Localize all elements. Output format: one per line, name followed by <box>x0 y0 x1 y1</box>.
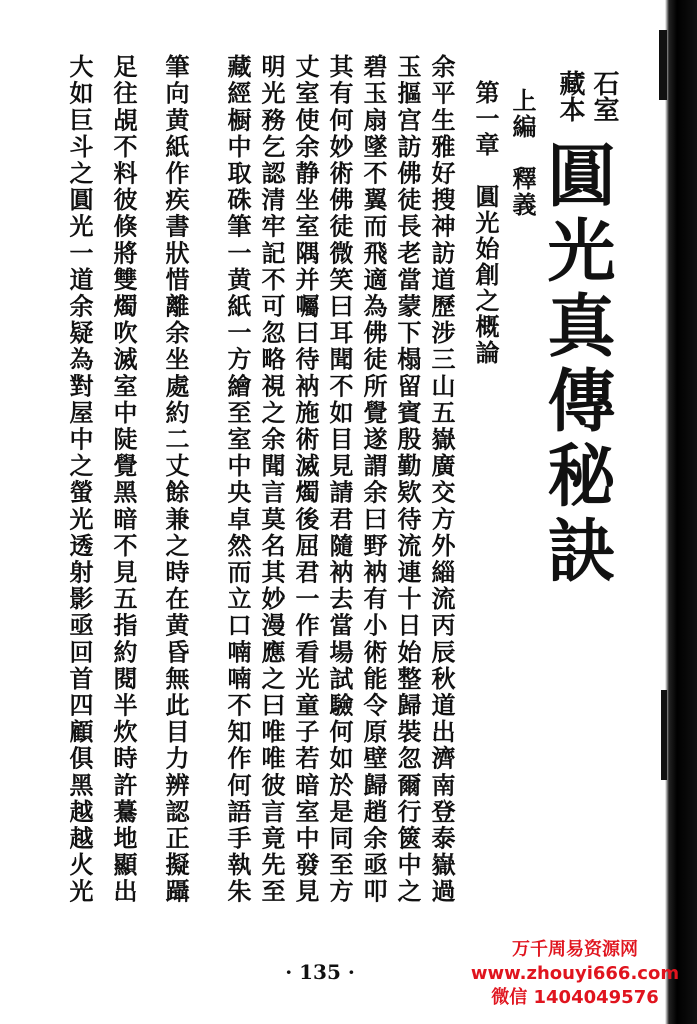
watermark-line3: 微信 1404049576 <box>491 987 659 1008</box>
watermark <box>460 938 690 1010</box>
binding-edge-mark <box>661 690 667 780</box>
body-column-4: 其有何妙術佛徒微笑曰耳聞不如目見請君隨衲去當場試驗何如於是同至方 <box>325 54 354 906</box>
body-column-5: 丈室使余静坐室隅并囑曰待衲施術滅燭後屈君一作看光童子若暗室中發見 <box>291 54 320 906</box>
body-column-9: 足往覘不料彼倏將雙燭吹滅室中陡覺黑暗不見五指約閱半炊時許驀地顯出 <box>109 54 138 906</box>
body-column-3: 碧玉扇墜不翼而飛適為佛徒所覺遂謂余曰野衲有小術能令原壁歸趙余亟叩 <box>359 54 388 906</box>
body-column-7: 藏經橱中取硃筆一黄紙一方繪至室中央卓然而立口喃喃不知作何語手執朱 <box>223 54 252 906</box>
watermark-line2: www.zhouyi666.com <box>470 963 680 984</box>
book-title: 圓光真傳秘訣 <box>536 140 616 590</box>
book-subtitle-line2: 藏本 <box>555 70 585 122</box>
part-heading: 上編 釋義 <box>508 88 537 218</box>
body-column-2: 玉摳宫訪佛徒長老當蒙下榻留賓殷勤欵待流連十日始整歸裝忽爾行篋中之 <box>393 54 422 906</box>
chapter-heading: 第一章 圓光始創之概論 <box>471 80 500 366</box>
body-column-1: 余平生雅好搜神訪道歷涉三山五嶽廣交方外緇流丙辰秋道出濟南登泰嶽過 <box>427 54 456 906</box>
body-column-6: 明光務乞認清牢記不可忽略視之余聞言莫名其妙漫應之曰唯唯彼言竟先至 <box>257 54 286 906</box>
page-number: · 135 · <box>285 960 355 984</box>
watermark-line1: 万千周易资源网 <box>512 939 638 960</box>
book-subtitle-line1: 石室 <box>589 70 619 122</box>
body-column-8: 筆向黄紙作疾書狀惜離余坐處約二丈餘兼之時在黄昏無此目力辨認正擬躡 <box>161 54 190 906</box>
body-column-10: 大如巨斗之圓光一道余疑為對屋中之螢光透射影亟回首四顧俱黑越越火光 <box>65 54 94 906</box>
binding-edge-shadow <box>657 0 697 1024</box>
binding-edge-mark <box>659 30 667 100</box>
